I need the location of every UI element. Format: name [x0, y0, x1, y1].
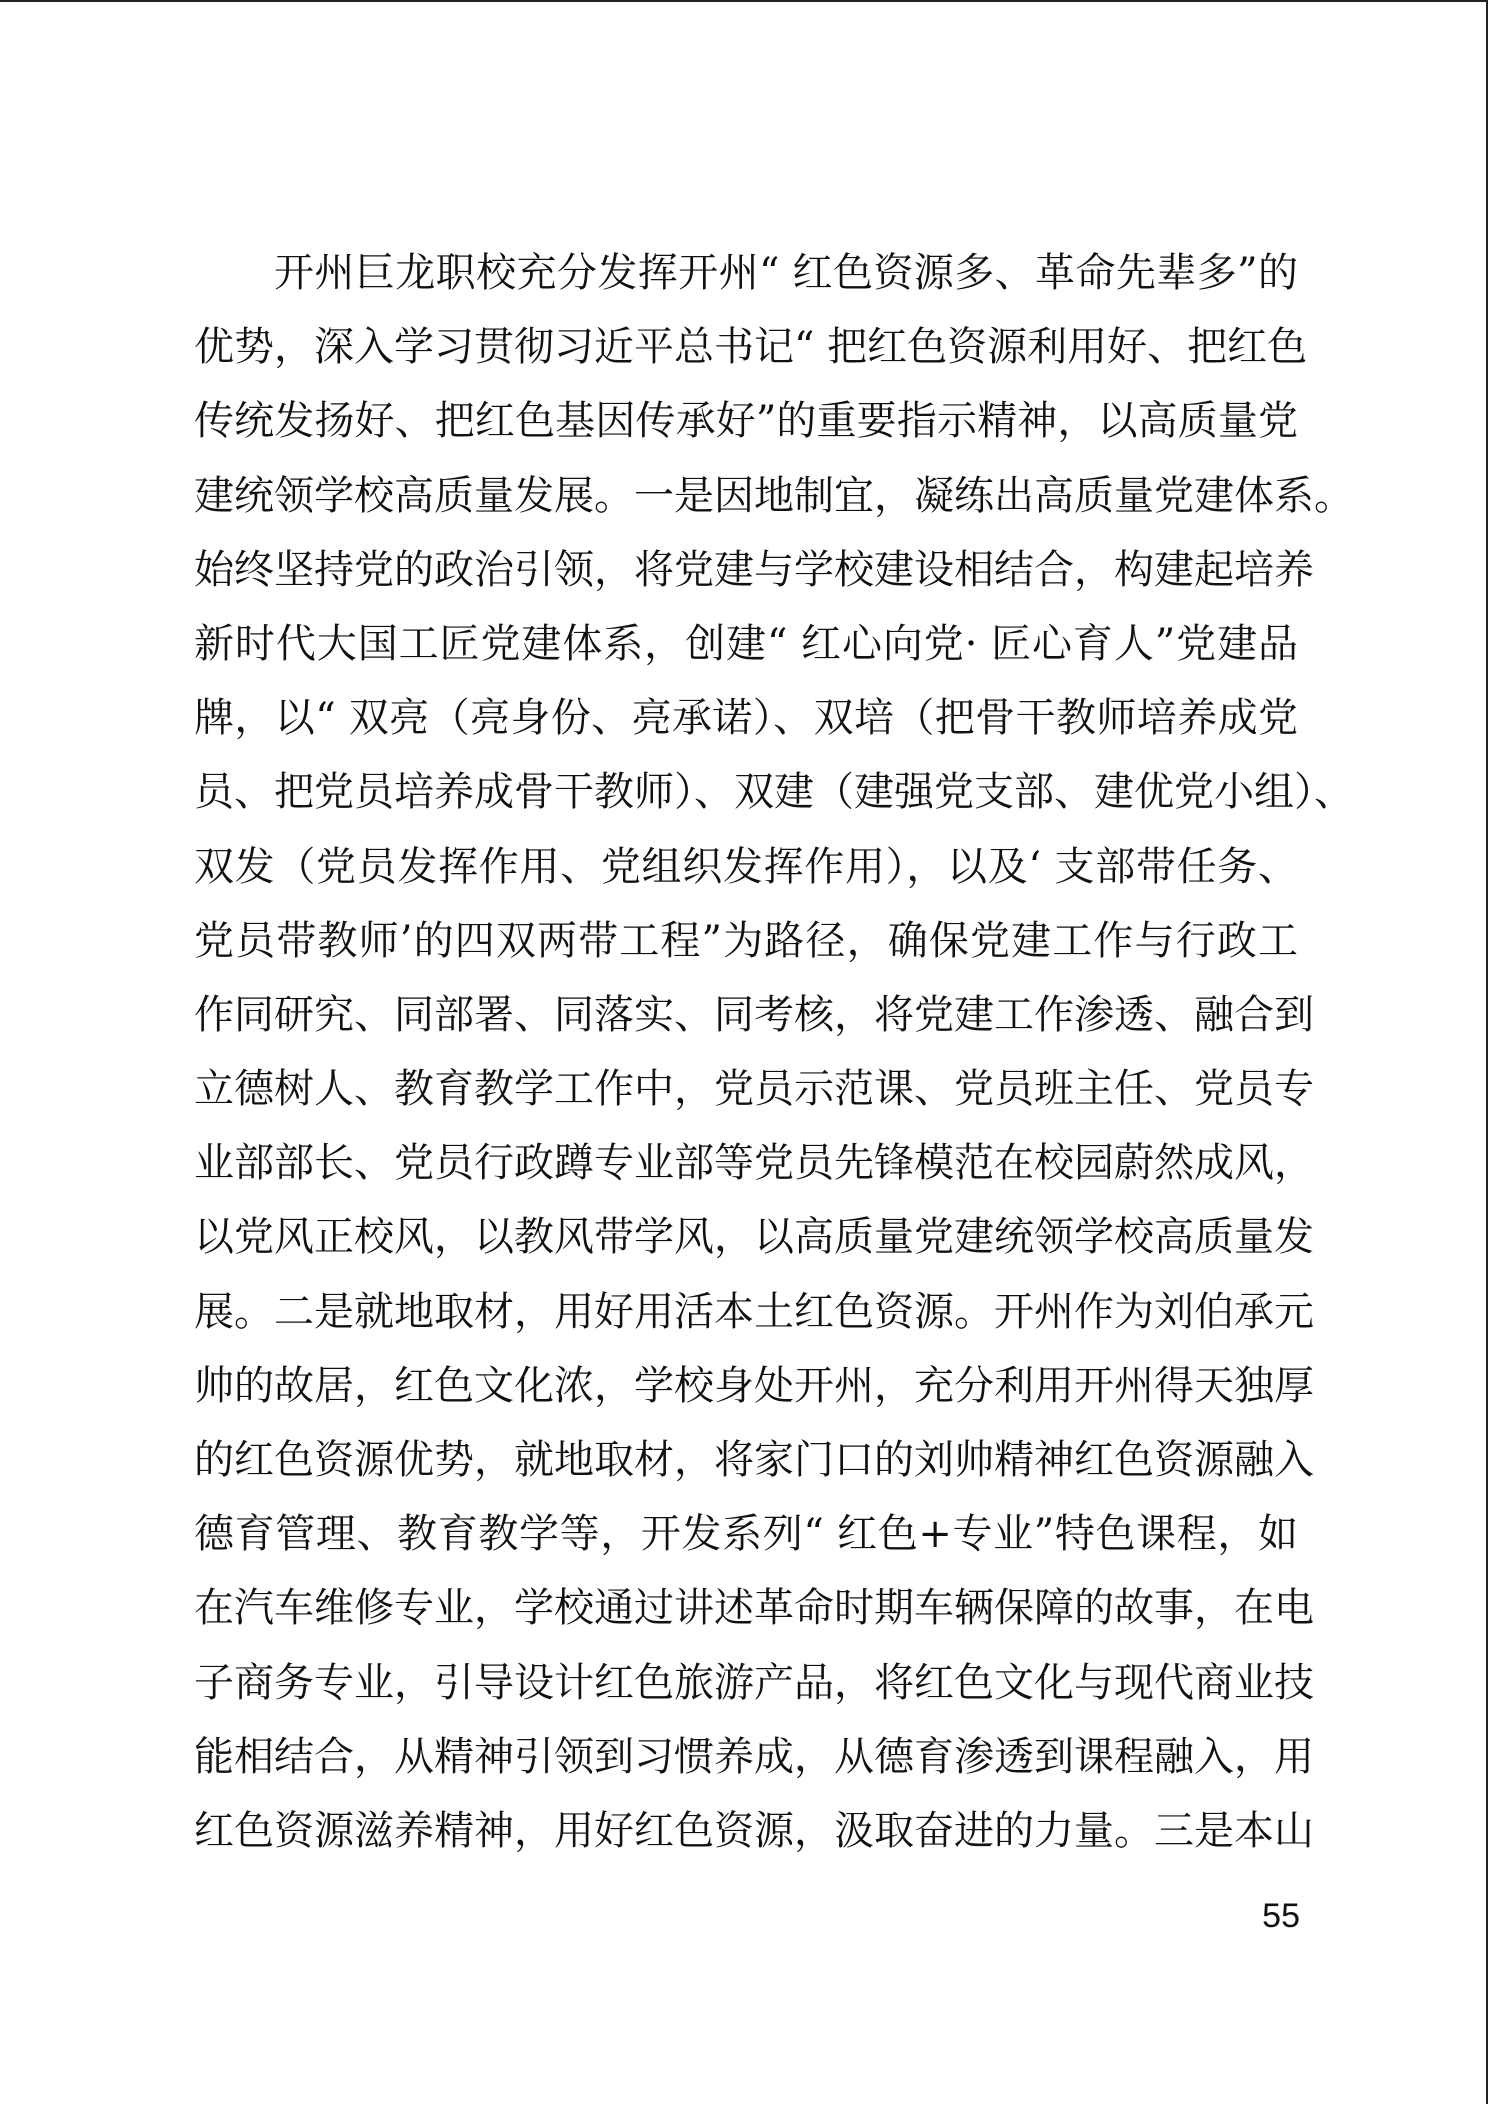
- text-line: 能相结合，从精神引领到习惯养成，从德育渗透到课程融入，用: [194, 1733, 1314, 1780]
- text-line: 优势，深入学习贯彻习近平总书记“ 把红色资源利用好、把红色: [194, 324, 1308, 371]
- text-line: 建统领学校高质量发展。一是因地制宜，凝练出高质量党建体系。: [194, 472, 1354, 519]
- text-line: 在汽车维修专业，学校通过讲述革命时期车辆保障的故事，在电: [194, 1585, 1314, 1632]
- text-line: 新时代大国工匠党建体系，创建“ 红心向党· 匠心育人”党建品: [194, 620, 1298, 667]
- text-line: 开州巨龙职校充分发挥开州“ 红色资源多、革命先辈多”的: [274, 250, 1298, 296]
- text-line: 红色资源滋养精神，用好红色资源，汲取奋进的力量。三是本山: [194, 1807, 1314, 1854]
- text-line: 帅的故居，红色文化浓，学校身处开州，充分利用开州得天独厚: [194, 1362, 1314, 1409]
- text-line: 员、把党员培养成骨干教师）、双建（建强党支部、建优党小组）、: [194, 769, 1354, 816]
- text-line: 作同研究、同部署、同落实、同考核，将党建工作渗透、融合到: [194, 991, 1314, 1038]
- text-line: 传统发扬好、把红色基因传承好”的重要指示精神，以高质量党: [194, 398, 1298, 445]
- text-line: 双发（党员发挥作用、党组织发挥作用），以及‘ 支部带任务、: [194, 843, 1298, 890]
- text-line: 以党风正校风，以教风带学风，以高质量党建统领学校高质量发: [194, 1214, 1314, 1261]
- text-line: 的红色资源优势，就地取材，将家门口的刘帅精神红色资源融入: [194, 1437, 1314, 1483]
- text-line: 牌，以“ 双亮（亮身份、亮承诺）、双培（把骨干教师培养成党: [194, 695, 1298, 742]
- text-line: 立德树人、教育教学工作中，党员示范课、党员班主任、党员专: [194, 1066, 1314, 1113]
- text-line: 党员带教师’的四双两带工程”为路径，确保党建工作与行政工: [194, 917, 1298, 964]
- text-line: 始终坚持党的政治引领，将党建与学校建设相结合，构建起培养: [194, 546, 1314, 593]
- text-line: 业部部长、党员行政蹲专业部等党员先锋模范在校园蔚然成风，: [194, 1140, 1314, 1187]
- text-line: 德育管理、教育教学等，开发系列“ 红色+专业”特色课程，如: [194, 1511, 1298, 1558]
- text-line: 子商务专业，引导设计红色旅游产品，将红色文化与现代商业技: [194, 1659, 1314, 1706]
- page-number: 55: [1262, 1897, 1300, 1935]
- text-line: 展。二是就地取材，用好用活本土红色资源。开州作为刘伯承元: [194, 1288, 1314, 1335]
- top-border-line: [0, 0, 1488, 2]
- body-paragraph: [194, 236, 1354, 1868]
